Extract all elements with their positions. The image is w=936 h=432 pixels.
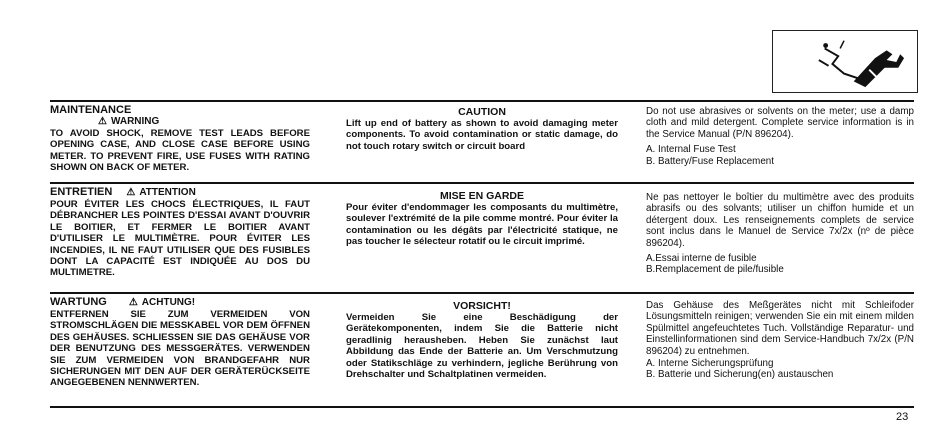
section-heading: ENTRETIEN [50, 186, 113, 198]
list-item: A. Interne Sicherungsprüfung [646, 358, 774, 370]
warning-label: ACHTUNG! [141, 297, 196, 308]
warning-label: WARNING [110, 116, 160, 127]
section-heading: WARTUNG [50, 296, 107, 308]
caution-heading: MISE EN GARDE [439, 190, 524, 202]
section-german [50, 292, 914, 408]
info-text: Do not use abrasives or solvents on the meter; use a damp cloth and mild detergent. Complete service information is in the Service Manual (P/N 896204). [646, 106, 914, 140]
warning-triangle-icon: ⚠ [98, 116, 107, 127]
warning-label: ATTENTION [139, 187, 196, 198]
item-list [646, 144, 914, 167]
warning-column [50, 296, 310, 389]
section-french [50, 182, 914, 292]
list-item: A.Essai interne de fusible [646, 253, 757, 265]
warning-triangle-icon: ⚠ [126, 187, 136, 198]
caution-text: Pour éviter d'endommager les composants du multimètre, soulever l'extrémité de la pile comme montré. Pour éviter la contamination ou les dégâts par l'électricité statique, ne pas toucher le sélecteur rotatif ou le circuit imprimé. [346, 202, 618, 248]
warning-column [50, 186, 310, 279]
caution-text: Vermeiden Sie eine Beschädigung der Gerätekomponenten, indem Sie die Batterie nicht geradlinig herausheben. Heben Sie zunächst laut Abbildung das Ende der Batterie an. Um Verschmutzung oder Statikschläge zu verhindern, jegliche Berührung von Drehschalter und Schaltplatinen vermeiden. [346, 312, 618, 381]
info-text: Ne pas nettoyer le boîtier du multimètre avec des produits abrasifs ou des solvants; utiliser un chiffon humide et un détergent doux. Les renseignements complets de service sont inclus dans le Manuel de Service 7x/2x (nº de pièce 896204). [646, 192, 914, 249]
warning-text: TO AVOID SHOCK, REMOVE TEST LEADS BEFORE OPENING CASE, AND CLOSE CASE BEFORE USING METER. TO PREVENT FIRE, USE FUSES WITH RATING SHOWN ON BACK OF METER. [50, 128, 310, 174]
section-english [50, 100, 914, 180]
list-item: B.Remplacement de pile/fusible [646, 264, 784, 276]
page-number: 23 [896, 411, 909, 423]
warning-text: ENTFERNEN SIE ZUM VERMEIDEN VON STROMSCHLÄGEN DIE MESSKABEL VOR DEM ÖFFNEN DES GEHÄUSES. SCHLIESSEN SIE DAS GEHÄUSE VOR DER BENUTZUNG DES MESSGERÄTES. VERWENDEN SIE ZUM VERMEIDEN VON BRANDGEFAHR NUR SICHERUNGEN MIT DEN AUF DER GERÄTERÜCKSEITE ANGEGEBENEN NENNWERTEN. [50, 309, 310, 389]
caution-heading: VORSICHT! [453, 300, 511, 312]
warning-triangle-icon: ⚠ [128, 297, 138, 308]
info-text: Das Gehäuse des Meßgerätes nicht mit Schleifoder Lösungsmitteln reinigen; verwenden Sie ein mit einem milden Spülmittel angefeuchtetes Tuch. Vollständige Reparatur- und Einstellinformationen sind dem Service-Handbuch 7x/2x (P/N 896204) zu entnehmen. [646, 300, 914, 357]
list-item: B. Battery/Fuse Replacement [646, 155, 774, 167]
maintenance-wrench-icon [773, 31, 917, 92]
info-column [646, 192, 914, 276]
warning-text: POUR ÉVITER LES CHOCS ÉLECTRIQUES, IL FAUT DÉBRANCHER LES POINTES D'ESSAI AVANT D'OUVRIR LE BOITIER, ET FERMER LE BOITIER AVANT D'UTILISER LE MULTIMÈTRE. POUR ÉVITER LES INCENDIES, IL NE FAUT UTILISER QUE DES FUSIBLES DONT LA CAPACITÉ EST INDIQUÉE AU DOS DU MULTIMETRE. [50, 199, 310, 279]
warning-label-line [50, 186, 310, 199]
warning-label-line [50, 116, 310, 128]
caution-text: Lift up end of battery as shown to avoid damaging meter components. To avoid contamination or static damage, do not touch rotary switch or circuit board [346, 118, 618, 152]
caution-column [346, 190, 618, 248]
caution-heading: CAUTION [458, 106, 506, 118]
caution-column [346, 300, 618, 380]
warning-column [50, 104, 310, 174]
caution-column [346, 106, 618, 152]
info-column [646, 300, 914, 381]
item-list [646, 358, 914, 381]
list-item: B. Batterie und Sicherung(en) austauschen [646, 369, 834, 381]
info-column [646, 106, 914, 167]
warning-label-line [50, 296, 310, 309]
item-list [646, 253, 914, 276]
section-heading: MAINTENANCE [50, 104, 132, 116]
list-item: A. Internal Fuse Test [646, 144, 736, 156]
maintenance-icon-frame [772, 30, 918, 93]
